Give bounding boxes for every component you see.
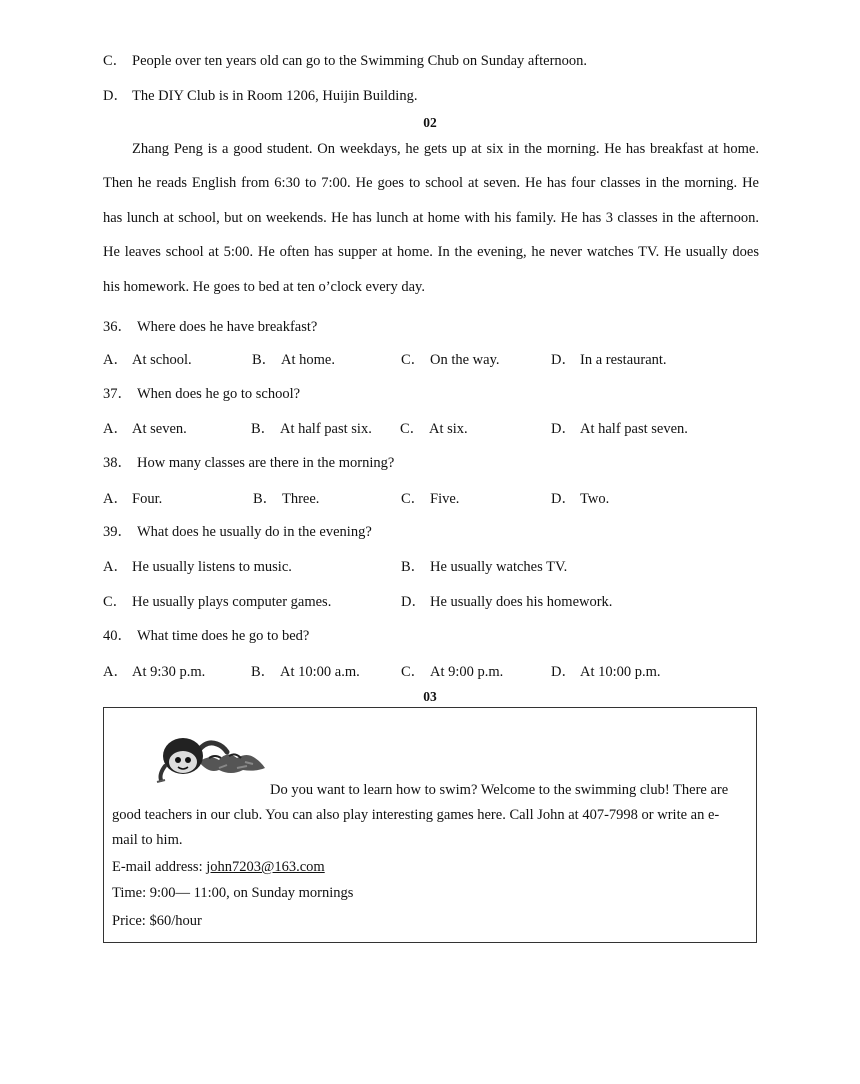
passage-line: Then he reads English from 6:30 to 7:00. He goes to school at seven. He has four classes in the morning. He [103,175,759,192]
option-b [251,417,372,438]
option-c [400,417,468,438]
ad-line: mail to him. [112,832,183,848]
ad-line: good teachers in our club. You can also play interesting games here. Call John at 407-7998 or write an e- [112,807,720,823]
option-letter: D． [551,352,576,368]
email-line [112,859,325,876]
option-text: He usually does his homework. [430,594,613,610]
option-text: In a restaurant. [580,352,667,368]
option-letter: D． [103,88,128,104]
question-text: What does he usually do in the evening? [137,524,372,540]
question-number: 36． [103,319,132,335]
question-number: 40． [103,628,132,644]
option-letter: B． [251,664,276,680]
section-heading-02: 02 [423,115,437,130]
option-text: At 9:30 p.m. [132,664,206,680]
option-c [103,590,331,611]
question-number: 38． [103,455,132,471]
option-text: At 10:00 a.m. [280,664,360,680]
option-b [251,660,360,681]
prev-option-d [103,84,417,105]
option-c [401,660,503,681]
option-text: Five. [430,491,460,507]
option-d [551,348,667,369]
question-36 [103,315,317,336]
option-letter: B． [251,421,276,437]
option-letter: C． [103,53,128,69]
option-d [551,487,609,508]
option-letter: B． [253,491,278,507]
email-label: E-mail address: [112,859,207,875]
question-38 [103,451,394,472]
option-text: At school. [132,352,192,368]
option-c [401,487,459,508]
option-letter: D． [551,421,576,437]
option-text: The DIY Club is in Room 1206, Huijin Building. [132,88,418,104]
passage [103,132,759,304]
option-a [103,348,192,369]
option-text: He usually watches TV. [430,559,568,575]
option-b [252,348,335,369]
passage-line: Zhang Peng is a good student. On weekdays, he gets up at six in the morning. He has breakfast at home. [132,141,759,157]
option-text: People over ten years old can go to the Swimming Chub on Sunday afternoon. [132,53,588,69]
option-text: Three. [282,491,320,507]
option-letter: B． [252,352,277,368]
prev-option-c [103,49,587,70]
option-letter: A． [103,421,128,437]
option-d [551,660,661,681]
question-text: How many classes are there in the morning? [137,455,395,471]
option-letter: D． [401,594,426,610]
option-text: At seven. [132,421,187,437]
option-letter: D． [551,664,576,680]
option-a [103,660,205,681]
passage-line: He leaves school at 5:00. He often has supper at home. In the evening, he never watches TV. He usually does [103,244,759,261]
ad-line: Do you want to learn how to swim? Welcome to the swimming club! There are [270,782,729,798]
price-line: Price: $60/hour [112,913,202,929]
option-b [401,555,567,576]
option-text: At six. [429,421,468,437]
question-39 [103,520,372,541]
swimming-club-ad [103,707,757,943]
option-c [401,348,500,369]
option-d [401,590,612,611]
question-text: When does he go to school? [137,386,301,402]
option-a [103,417,187,438]
option-text: He usually listens to music. [132,559,292,575]
option-text: At half past seven. [580,421,688,437]
option-letter: B． [401,559,426,575]
option-a [103,487,162,508]
option-text: Four. [132,491,163,507]
question-number: 39． [103,524,132,540]
option-letter: D． [551,491,576,507]
option-letter: A． [103,352,128,368]
option-text: Two. [580,491,610,507]
option-text: At 9:00 p.m. [430,664,504,680]
question-37 [103,382,300,403]
option-b [253,487,319,508]
section-heading-03: 03 [423,689,437,704]
option-d [551,417,688,438]
option-text: At 10:00 p.m. [580,664,661,680]
option-letter: C． [401,491,426,507]
question-text: Where does he have breakfast? [137,319,318,335]
passage-line: his homework. He goes to bed at ten o’clock every day. [103,278,425,295]
time-line: Time: 9:00— 11:00, on Sunday mornings [112,885,354,901]
option-text: On the way. [430,352,500,368]
question-number: 37． [103,386,132,402]
option-text: At half past six. [280,421,372,437]
swimmer-cartoon-icon [149,722,267,788]
option-letter: C． [401,352,426,368]
option-text: He usually plays computer games. [132,594,332,610]
option-letter: A． [103,559,128,575]
option-letter: C． [400,421,425,437]
option-letter: A． [103,664,128,680]
email-link[interactable]: john7203@163.com [206,859,325,875]
option-letter: C． [103,594,128,610]
option-a [103,555,292,576]
question-text: What time does he go to bed? [137,628,310,644]
option-text: At home. [281,352,335,368]
passage-line: has lunch at school, but on weekends. He has lunch at home with his family. He has 3 classes in the afternoon. [103,209,759,226]
question-40 [103,624,309,645]
option-letter: C． [401,664,426,680]
option-letter: A． [103,491,128,507]
